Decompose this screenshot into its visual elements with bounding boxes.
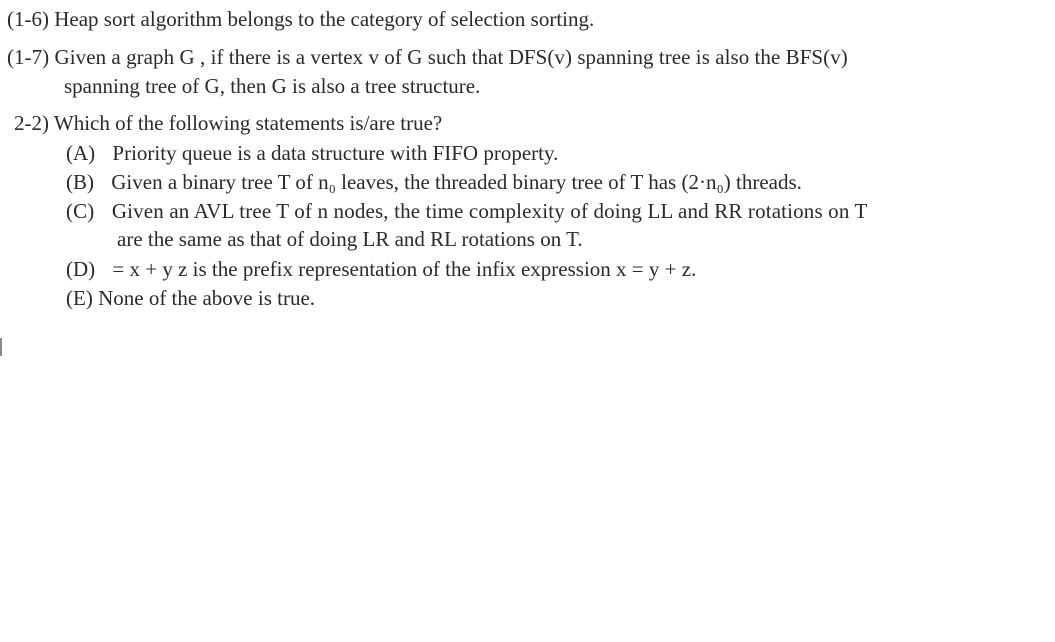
option-c-text-line1: Given an AVL tree T of n nodes, the time complexity of doing LL and RR rotations on T — [111, 199, 868, 223]
option-a-text: Priority queue is a data structure with FIFO property. — [112, 141, 559, 165]
option-d-label: (D) — [66, 257, 96, 281]
question-1-6-text: Heap sort algorithm belongs to the category of selection sorting. — [54, 7, 595, 31]
option-a — [66, 143, 558, 164]
option-d-text: = x + y z is the prefix representation of the infix expression x = y + z. — [112, 257, 697, 281]
option-c-label: (C) — [66, 199, 95, 223]
option-e-label: (E) — [66, 286, 93, 310]
option-b-label: (B) — [66, 170, 94, 194]
question-1-7-text-line2: spanning tree of G, then G is also a tree structure. — [64, 74, 481, 98]
option-e-text: None of the above is true. — [98, 286, 316, 310]
question-1-7-text-line1: Given a graph G , if there is a vertex v of G such that DFS(v) spanning tree is also the BFS(v) — [54, 45, 848, 69]
option-c-continuation — [117, 229, 583, 250]
question-2-2-text: Which of the following statements is/are true? — [53, 111, 443, 135]
option-a-label: (A) — [66, 141, 96, 165]
question-1-6 — [7, 9, 594, 30]
option-d — [66, 259, 696, 280]
question-1-7-continuation — [64, 76, 480, 97]
question-2-2 — [14, 113, 442, 134]
question-1-7-label: (1-7) — [7, 45, 50, 69]
question-2-2-label: 2-2) — [14, 111, 49, 135]
option-b-text: Given a binary tree T of n₀ leaves, the threaded binary tree of T has (2·n₀) threads. — [111, 170, 802, 194]
question-1-6-label: (1-6) — [7, 7, 49, 31]
option-c-text-line2: are the same as that of doing LR and RL rotations on T. — [117, 227, 583, 251]
option-c — [66, 201, 867, 222]
option-b — [66, 172, 802, 193]
question-1-7 — [7, 47, 848, 68]
margin-mark — [0, 338, 2, 356]
option-e — [66, 288, 315, 309]
